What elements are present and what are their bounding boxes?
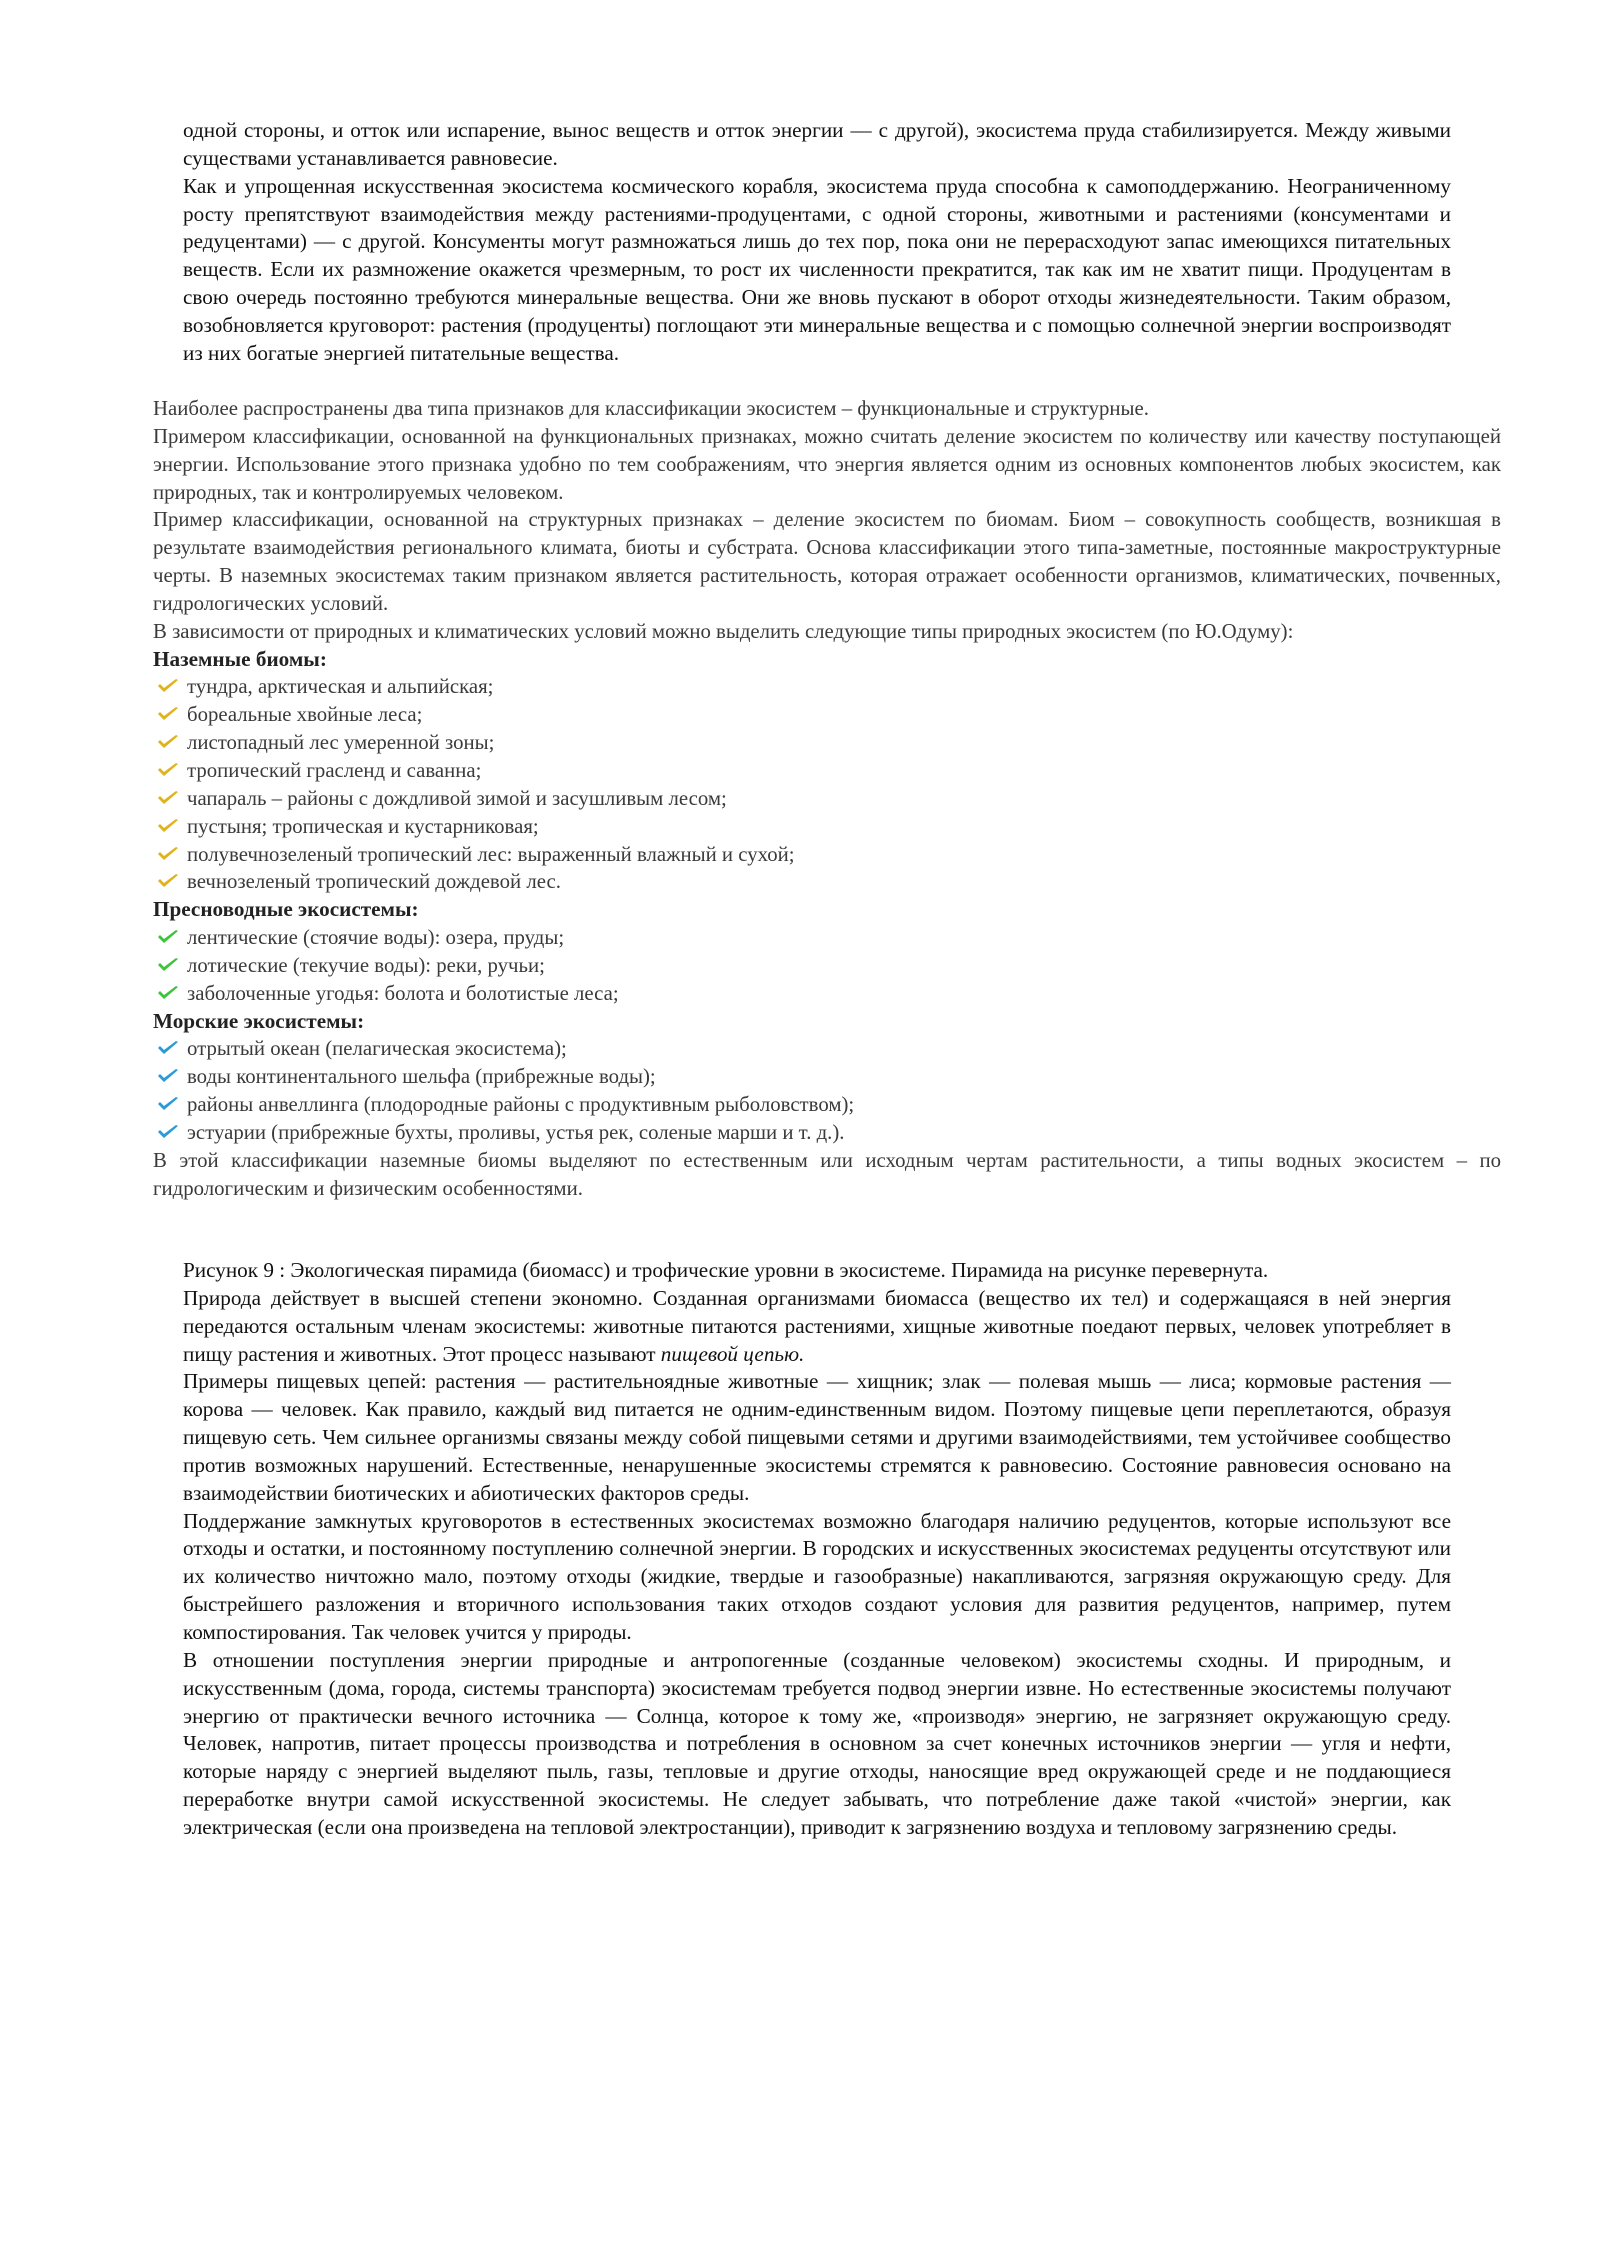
list-item — [153, 924, 1501, 952]
checkmark-icon — [157, 929, 179, 945]
figure-caption: Рисунок 9 : Экологическая пирамида (биомасс) и трофические уровни в экосистеме. Пирамида на рисунке перевернута. — [183, 1258, 1269, 1282]
list-item — [153, 813, 1501, 841]
list-item — [153, 980, 1501, 1008]
list-item — [153, 952, 1501, 980]
list-item-text: чапараль – районы с дождливой зимой и засушливым лесом; — [187, 786, 727, 810]
checkmark-icon — [157, 1068, 179, 1084]
list-item — [153, 701, 1501, 729]
paragraph: Наиболее распространены два типа признаков для классификации экосистем – функциональные и структурные. — [153, 397, 1149, 420]
list-item — [153, 841, 1501, 869]
marine-heading: Морские экосистемы: — [153, 1008, 365, 1033]
list-item-text: тропический грасленд и саванна; — [187, 758, 482, 782]
paragraph: Как и упрощенная искусственная экосистема космического корабля, экосистема пруда способна к самоподдержанию. Неограниченному росту препятствуют взаимодействия между растениями-продуцентами, с одной стороны, животными и растениями (консументами и редуцентами) — с другой. Консументы могут размножаться лишь до тех пор, пока они не перерасходуют запас имеющихся питательных веществ. Если их размножение окажется чрезмерным, то рост их численности прекратится, так как им не хватит пищи. Продуцентам в свою очередь постоянно требуются минеральные вещества. Они же вновь пускают в оборот отходы жизнедеятельности. Таким образом, возобновляется круговорот: растения (продуценты) поглощают эти минеральные вещества и с помощью солнечной энергии воспроизводят из них богатые энергией питательные вещества. — [183, 173, 1451, 365]
list-item-text: лотические (текучие воды): реки, ручьи; — [187, 953, 545, 977]
paragraph-text: Природа действует в высшей степени экономно. Созданная организмами биомасса (вещество их тел) и содержащаяся в ней энергия передаются остальным членам экосистемы: животные питаются растениями, хищные животные поедают первых, человек употребляет в пищу растения и животных. Этот процесс называют — [183, 1285, 1451, 1366]
italic-term: пищевой цепью. — [660, 1341, 805, 1366]
list-item — [153, 785, 1501, 813]
list-item — [153, 757, 1501, 785]
paragraph: В зависимости от природных и климатических условий можно выделить следующие типы природных экосистем (по Ю.Одуму): — [153, 619, 1294, 643]
list-item — [153, 673, 1501, 701]
pond-ecosystem-section — [183, 117, 1451, 368]
paragraph: Примером классификации, основанной на функциональных признаках, можно считать деление экосистем по количеству или качеству поступающей энергии. Использование этого признака удобно по тем соображениям, что энергия является одним из основных компонентов любых экосистем, как природных, так и контролируемых человеком. — [153, 424, 1501, 504]
checkmark-icon — [157, 1096, 179, 1112]
checkmark-icon — [157, 1040, 179, 1056]
list-item-text: лентические (стоячие воды): озера, пруды; — [187, 926, 565, 950]
paragraph: Примеры пищевых цепей: растения — растительноядные животные — хищник; злак — полевая мышь — лиса; кормовые растения — корова — человек. Как правило, каждый вид питается не одним-единственным видом. Поэтому пищевые цепи переплетаются, образуя пищевую сеть. Чем сильнее организмы связаны между собой пищевыми сетями и другими взаимодействиями, тем устойчивее сообщество против возможных нарушений. Естественные, ненарушенные экосистемы стремятся к равновесию. Состояние равновесия основано на взаимодействии биотических и абиотических факторов среды. — [183, 1369, 1451, 1505]
list-item-text: районы анвеллинга (плодородные районы с продуктивным рыболовством); — [187, 1093, 855, 1117]
checkmark-icon — [157, 1124, 179, 1140]
paragraph: Поддержание замкнутых круговоротов в естественных экосистемах возможно благодаря наличию редуцентов, которые используют все отходы и остатки, и постоянному поступлению солнечной энергии. В городских и искусственных экосистемах редуценты отсутствуют или их количество ничтожно мало, поэтому отходы (жидкие, твердые и газообразные) накапливаются, загрязняя окружающую среду. Для быстрейшего разложения и вторичного использования таких отходов создают условия для развития редуцентов, например, путем компостирования. Так человек учится у природы. — [183, 1508, 1451, 1644]
checkmark-icon — [157, 873, 179, 889]
checkmark-icon — [157, 734, 179, 750]
list-item-text: листопадный лес умеренной зоны; — [187, 731, 495, 755]
paragraph: одной стороны, и отток или испарение, вынос веществ и отток энергии — с другой), экосистема пруда стабилизируется. Между живыми существами устанавливается равновесие. — [183, 118, 1451, 170]
freshwater-heading: Пресноводные экосистемы: — [153, 897, 419, 922]
list-item — [153, 729, 1501, 757]
list-item-text: заболоченные угодья: болота и болотистые леса; — [187, 981, 619, 1005]
list-item — [153, 1035, 1501, 1063]
list-item-text: эстуарии (прибрежные бухты, проливы, устья рек, соленые марши и т. д.). — [187, 1120, 845, 1144]
paragraph: В этой классификации наземные биомы выделяют по естественным или исходным чертам растительности, а типы водных экосистем – по гидрологическим и физическим особенностями. — [153, 1148, 1501, 1200]
terrestrial-heading: Наземные биомы: — [153, 646, 327, 671]
checkmark-icon — [157, 790, 179, 806]
paragraph: Пример классификации, основанной на структурных признаках – деление экосистем по биомам. Биом – совокупность сообществ, возникшая в результате взаимодействия регионального климата, биоты и субстрата. Основа классификации этого типа-заметные, постоянные макроструктурные черты. В наземных экосистемах таким признаком является растительность, которая отражает особенности организмов, климатических, почвенных, гидрологических условий. — [153, 508, 1501, 615]
list-item-text: бореальные хвойные леса; — [187, 703, 423, 727]
freshwater-list — [153, 924, 1501, 1008]
paragraph: В отношении поступления энергии природные и антропогенные (созданные человеком) экосистемы сходны. И природным, и искусственным (дома, города, системы транспорта) экосистемам требуется подвод энергии извне. Но естественные экосистемы получают энергию от практически вечного источника — Солнца, которое к тому же, «производя» энергию, не загрязняет окружающую среду. Человек, напротив, питает процессы производства и потребления в основном за счет конечных источников энергии — угля и нефти, которые наряду с энергией выделяют пыль, газы, тепловые и другие отходы, наносящие вред окружающей среде и не поддающиеся переработке внутри самой искусственной экосистемы. Не следует забывать, что потребление даже такой «чистой» энергии, как электрическая (если она произведена на тепловой электростанции), приводит к загрязнению воздуха и тепловому загрязнению среды. — [183, 1647, 1451, 1839]
paragraph — [183, 1285, 1451, 1369]
ecosystem-classification-section — [153, 395, 1501, 1202]
list-item-text: отрытый океан (пелагическая экосистема); — [187, 1037, 567, 1061]
checkmark-icon — [157, 762, 179, 778]
checkmark-icon — [157, 706, 179, 722]
list-item — [153, 1063, 1501, 1091]
list-item-text: вечнозеленый тропический дождевой лес. — [187, 870, 561, 894]
checkmark-icon — [157, 957, 179, 973]
list-item — [153, 1119, 1501, 1147]
food-chain-section — [183, 1257, 1451, 1842]
marine-list — [153, 1035, 1501, 1146]
checkmark-icon — [157, 678, 179, 694]
terrestrial-list — [153, 673, 1501, 896]
list-item — [153, 868, 1501, 896]
list-item-text: полувечнозеленый тропический лес: выраженный влажный и сухой; — [187, 842, 795, 866]
checkmark-icon — [157, 985, 179, 1001]
list-item — [153, 1091, 1501, 1119]
checkmark-icon — [157, 818, 179, 834]
list-item-text: пустыня; тропическая и кустарниковая; — [187, 814, 539, 838]
list-item-text: тундра, арктическая и альпийская; — [187, 675, 494, 699]
list-item-text: воды континентального шельфа (прибрежные воды); — [187, 1065, 656, 1089]
checkmark-icon — [157, 846, 179, 862]
